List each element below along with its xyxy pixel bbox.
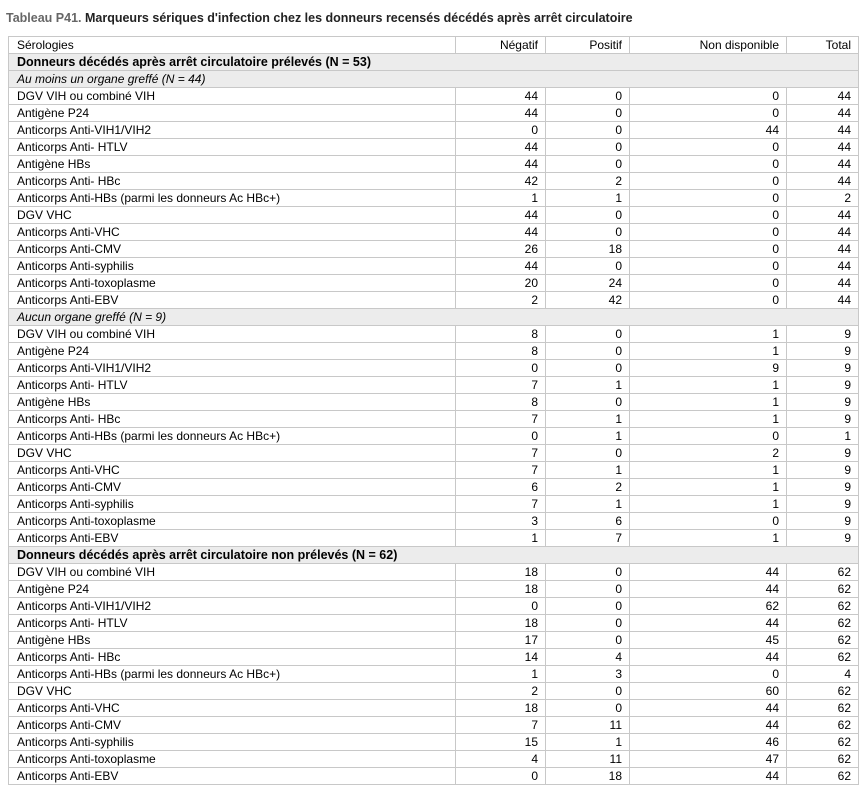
non-disponible-cell: 9 — [630, 360, 787, 377]
total-cell: 62 — [787, 700, 859, 717]
non-disponible-cell: 0 — [630, 207, 787, 224]
negatif-cell: 2 — [456, 292, 546, 309]
serology-label: DGV VHC — [9, 683, 456, 700]
positif-cell: 11 — [546, 717, 630, 734]
negatif-cell: 7 — [456, 496, 546, 513]
negatif-cell: 8 — [456, 394, 546, 411]
positif-cell: 0 — [546, 632, 630, 649]
non-disponible-cell: 45 — [630, 632, 787, 649]
table-row — [9, 751, 859, 768]
positif-cell: 0 — [546, 326, 630, 343]
serology-label: Antigène HBs — [9, 394, 456, 411]
header-row — [9, 37, 859, 54]
serology-label: Anticorps Anti- HTLV — [9, 615, 456, 632]
negatif-cell: 2 — [456, 683, 546, 700]
serology-label: Antigène HBs — [9, 632, 456, 649]
negatif-cell: 1 — [456, 666, 546, 683]
total-cell: 44 — [787, 139, 859, 156]
table-row — [9, 224, 859, 241]
negatif-cell: 44 — [456, 224, 546, 241]
serology-label: Anticorps Anti-EBV — [9, 292, 456, 309]
serology-label: Anticorps Anti-HBs (parmi les donneurs Ac HBc+) — [9, 428, 456, 445]
serology-label: DGV VIH ou combiné VIH — [9, 326, 456, 343]
total-cell: 62 — [787, 717, 859, 734]
total-cell: 44 — [787, 241, 859, 258]
table-row — [9, 258, 859, 275]
negatif-cell: 8 — [456, 326, 546, 343]
non-disponible-cell: 1 — [630, 394, 787, 411]
table-row — [9, 156, 859, 173]
negatif-cell: 15 — [456, 734, 546, 751]
serology-label: Antigène P24 — [9, 343, 456, 360]
serology-label: Anticorps Anti-VHC — [9, 224, 456, 241]
positif-cell: 0 — [546, 683, 630, 700]
total-cell: 44 — [787, 292, 859, 309]
serology-label: DGV VIH ou combiné VIH — [9, 564, 456, 581]
table-row — [9, 292, 859, 309]
negatif-cell: 1 — [456, 190, 546, 207]
negatif-cell: 7 — [456, 377, 546, 394]
total-cell: 62 — [787, 564, 859, 581]
serology-label: Anticorps Anti- HBc — [9, 173, 456, 190]
positif-cell: 1 — [546, 428, 630, 445]
negatif-cell: 4 — [456, 751, 546, 768]
table-row — [9, 717, 859, 734]
table-row — [9, 88, 859, 105]
serology-label: Anticorps Anti-VIH1/VIH2 — [9, 598, 456, 615]
negatif-cell: 0 — [456, 598, 546, 615]
table-row — [9, 615, 859, 632]
negatif-cell: 6 — [456, 479, 546, 496]
total-cell: 44 — [787, 224, 859, 241]
serology-label: Anticorps Anti-EBV — [9, 530, 456, 547]
section-header-row — [9, 547, 859, 564]
negatif-cell: 1 — [456, 530, 546, 547]
table-title: Marqueurs sériques d'infection chez les donneurs recensés décédés après arrêt circulatoire — [84, 11, 633, 25]
serology-label: Anticorps Anti- HBc — [9, 649, 456, 666]
serology-label: Anticorps Anti- HTLV — [9, 377, 456, 394]
negatif-cell: 44 — [456, 88, 546, 105]
positif-cell: 1 — [546, 462, 630, 479]
positif-cell: 0 — [546, 581, 630, 598]
non-disponible-cell: 47 — [630, 751, 787, 768]
table-row — [9, 360, 859, 377]
non-disponible-cell: 44 — [630, 581, 787, 598]
total-cell: 9 — [787, 479, 859, 496]
positif-cell: 0 — [546, 105, 630, 122]
positif-cell: 24 — [546, 275, 630, 292]
non-disponible-cell: 1 — [630, 496, 787, 513]
positif-cell: 0 — [546, 700, 630, 717]
negatif-cell: 44 — [456, 156, 546, 173]
positif-cell: 0 — [546, 258, 630, 275]
negatif-cell: 42 — [456, 173, 546, 190]
non-disponible-cell: 44 — [630, 700, 787, 717]
serology-label: Antigène P24 — [9, 105, 456, 122]
non-disponible-cell: 1 — [630, 411, 787, 428]
serology-label: Anticorps Anti- HBc — [9, 411, 456, 428]
non-disponible-cell: 0 — [630, 241, 787, 258]
negatif-cell: 18 — [456, 564, 546, 581]
total-cell: 44 — [787, 122, 859, 139]
positif-cell: 18 — [546, 768, 630, 785]
table-row — [9, 122, 859, 139]
positif-cell: 0 — [546, 360, 630, 377]
positif-cell: 0 — [546, 598, 630, 615]
column-header-positif: Positif — [546, 37, 630, 54]
total-cell: 62 — [787, 615, 859, 632]
serology-label: Anticorps Anti-CMV — [9, 717, 456, 734]
column-header-total: Total — [787, 37, 859, 54]
non-disponible-cell: 0 — [630, 156, 787, 173]
positif-cell: 1 — [546, 734, 630, 751]
total-cell: 9 — [787, 394, 859, 411]
negatif-cell: 44 — [456, 139, 546, 156]
positif-cell: 0 — [546, 445, 630, 462]
non-disponible-cell: 60 — [630, 683, 787, 700]
serology-label: Anticorps Anti- HTLV — [9, 139, 456, 156]
table-row — [9, 666, 859, 683]
negatif-cell: 26 — [456, 241, 546, 258]
table-row — [9, 683, 859, 700]
serology-label: Anticorps Anti-syphilis — [9, 496, 456, 513]
negatif-cell: 3 — [456, 513, 546, 530]
serology-label: Anticorps Anti-HBs (parmi les donneurs Ac HBc+) — [9, 190, 456, 207]
total-cell: 9 — [787, 360, 859, 377]
table-row — [9, 598, 859, 615]
non-disponible-cell: 0 — [630, 258, 787, 275]
serology-table — [8, 36, 859, 785]
negatif-cell: 44 — [456, 258, 546, 275]
non-disponible-cell: 1 — [630, 377, 787, 394]
positif-cell: 0 — [546, 207, 630, 224]
positif-cell: 42 — [546, 292, 630, 309]
section-label: Donneurs décédés après arrêt circulatoire non prélevés (N = 62) — [9, 547, 859, 564]
table-row — [9, 275, 859, 292]
total-cell: 9 — [787, 343, 859, 360]
serology-label: Anticorps Anti-syphilis — [9, 734, 456, 751]
serology-label: Anticorps Anti-toxoplasme — [9, 275, 456, 292]
non-disponible-cell: 44 — [630, 122, 787, 139]
column-header-non-disponible: Non disponible — [630, 37, 787, 54]
table-row — [9, 632, 859, 649]
total-cell: 9 — [787, 411, 859, 428]
table-number: Tableau P41. — [6, 11, 82, 25]
non-disponible-cell: 1 — [630, 326, 787, 343]
total-cell: 62 — [787, 649, 859, 666]
column-header-negatif: Négatif — [456, 37, 546, 54]
subsection-label: Au moins un organe greffé (N = 44) — [9, 71, 859, 88]
non-disponible-cell: 0 — [630, 224, 787, 241]
table-row — [9, 530, 859, 547]
serology-label: DGV VHC — [9, 445, 456, 462]
total-cell: 9 — [787, 530, 859, 547]
positif-cell: 2 — [546, 173, 630, 190]
negatif-cell: 0 — [456, 768, 546, 785]
serology-label: Anticorps Anti-VHC — [9, 700, 456, 717]
serology-label: DGV VIH ou combiné VIH — [9, 88, 456, 105]
table-row — [9, 768, 859, 785]
total-cell: 62 — [787, 683, 859, 700]
positif-cell: 1 — [546, 377, 630, 394]
positif-cell: 0 — [546, 615, 630, 632]
section-header-row — [9, 54, 859, 71]
column-header-serologies: Sérologies — [9, 37, 456, 54]
positif-cell: 0 — [546, 156, 630, 173]
table-row — [9, 462, 859, 479]
non-disponible-cell: 44 — [630, 717, 787, 734]
table-row — [9, 343, 859, 360]
total-cell: 1 — [787, 428, 859, 445]
positif-cell: 0 — [546, 343, 630, 360]
negatif-cell: 0 — [456, 428, 546, 445]
table-row — [9, 207, 859, 224]
negatif-cell: 14 — [456, 649, 546, 666]
negatif-cell: 7 — [456, 445, 546, 462]
total-cell: 62 — [787, 734, 859, 751]
non-disponible-cell: 0 — [630, 428, 787, 445]
serology-label: Anticorps Anti-VIH1/VIH2 — [9, 122, 456, 139]
table-row — [9, 564, 859, 581]
table-row — [9, 581, 859, 598]
positif-cell: 7 — [546, 530, 630, 547]
total-cell: 44 — [787, 275, 859, 292]
negatif-cell: 7 — [456, 717, 546, 734]
non-disponible-cell: 0 — [630, 190, 787, 207]
non-disponible-cell: 0 — [630, 139, 787, 156]
negatif-cell: 44 — [456, 105, 546, 122]
positif-cell: 11 — [546, 751, 630, 768]
total-cell: 44 — [787, 173, 859, 190]
total-cell: 62 — [787, 598, 859, 615]
negatif-cell: 18 — [456, 581, 546, 598]
total-cell: 44 — [787, 258, 859, 275]
subsection-label: Aucun organe greffé (N = 9) — [9, 309, 859, 326]
serology-label: Anticorps Anti-CMV — [9, 479, 456, 496]
table-row — [9, 700, 859, 717]
table-row — [9, 649, 859, 666]
table-row — [9, 394, 859, 411]
non-disponible-cell: 2 — [630, 445, 787, 462]
non-disponible-cell: 46 — [630, 734, 787, 751]
total-cell: 9 — [787, 496, 859, 513]
positif-cell: 0 — [546, 394, 630, 411]
serology-label: Anticorps Anti-CMV — [9, 241, 456, 258]
total-cell: 44 — [787, 207, 859, 224]
non-disponible-cell: 0 — [630, 513, 787, 530]
total-cell: 2 — [787, 190, 859, 207]
serology-label: Anticorps Anti-toxoplasme — [9, 751, 456, 768]
total-cell: 62 — [787, 768, 859, 785]
total-cell: 44 — [787, 156, 859, 173]
serology-label: DGV VHC — [9, 207, 456, 224]
negatif-cell: 17 — [456, 632, 546, 649]
positif-cell: 4 — [546, 649, 630, 666]
non-disponible-cell: 62 — [630, 598, 787, 615]
table-row — [9, 734, 859, 751]
subsection-header-row — [9, 71, 859, 88]
non-disponible-cell: 44 — [630, 768, 787, 785]
total-cell: 44 — [787, 105, 859, 122]
negatif-cell: 18 — [456, 615, 546, 632]
non-disponible-cell: 0 — [630, 666, 787, 683]
negatif-cell: 44 — [456, 207, 546, 224]
negatif-cell: 18 — [456, 700, 546, 717]
serology-label: Anticorps Anti-HBs (parmi les donneurs Ac HBc+) — [9, 666, 456, 683]
table-row — [9, 173, 859, 190]
table-row — [9, 377, 859, 394]
total-cell: 44 — [787, 88, 859, 105]
table-row — [9, 513, 859, 530]
positif-cell: 2 — [546, 479, 630, 496]
positif-cell: 1 — [546, 411, 630, 428]
positif-cell: 1 — [546, 496, 630, 513]
non-disponible-cell: 44 — [630, 564, 787, 581]
serology-label: Anticorps Anti-VHC — [9, 462, 456, 479]
non-disponible-cell: 0 — [630, 292, 787, 309]
positif-cell: 0 — [546, 564, 630, 581]
total-cell: 9 — [787, 513, 859, 530]
non-disponible-cell: 1 — [630, 479, 787, 496]
negatif-cell: 7 — [456, 462, 546, 479]
serology-label: Antigène P24 — [9, 581, 456, 598]
negatif-cell: 20 — [456, 275, 546, 292]
positif-cell: 6 — [546, 513, 630, 530]
positif-cell: 0 — [546, 139, 630, 156]
non-disponible-cell: 0 — [630, 275, 787, 292]
total-cell: 62 — [787, 632, 859, 649]
table-row — [9, 139, 859, 156]
table-row — [9, 445, 859, 462]
table-row — [9, 241, 859, 258]
positif-cell: 0 — [546, 224, 630, 241]
negatif-cell: 0 — [456, 360, 546, 377]
serology-label: Antigène HBs — [9, 156, 456, 173]
non-disponible-cell: 44 — [630, 649, 787, 666]
serology-label: Anticorps Anti-syphilis — [9, 258, 456, 275]
total-cell: 9 — [787, 445, 859, 462]
non-disponible-cell: 1 — [630, 462, 787, 479]
table-body — [9, 54, 859, 785]
positif-cell: 1 — [546, 190, 630, 207]
table-row — [9, 428, 859, 445]
total-cell: 9 — [787, 377, 859, 394]
table-row — [9, 411, 859, 428]
table-row — [9, 496, 859, 513]
table-row — [9, 326, 859, 343]
non-disponible-cell: 0 — [630, 173, 787, 190]
table-row — [9, 479, 859, 496]
negatif-cell: 0 — [456, 122, 546, 139]
non-disponible-cell: 0 — [630, 105, 787, 122]
non-disponible-cell: 0 — [630, 88, 787, 105]
total-cell: 62 — [787, 751, 859, 768]
table-caption — [6, 10, 633, 26]
table-row — [9, 105, 859, 122]
subsection-header-row — [9, 309, 859, 326]
total-cell: 4 — [787, 666, 859, 683]
non-disponible-cell: 1 — [630, 530, 787, 547]
total-cell: 9 — [787, 326, 859, 343]
serology-label: Anticorps Anti-toxoplasme — [9, 513, 456, 530]
positif-cell: 0 — [546, 122, 630, 139]
serology-label: Anticorps Anti-VIH1/VIH2 — [9, 360, 456, 377]
total-cell: 9 — [787, 462, 859, 479]
positif-cell: 0 — [546, 88, 630, 105]
serology-label: Anticorps Anti-EBV — [9, 768, 456, 785]
negatif-cell: 8 — [456, 343, 546, 360]
non-disponible-cell: 1 — [630, 343, 787, 360]
total-cell: 62 — [787, 581, 859, 598]
non-disponible-cell: 44 — [630, 615, 787, 632]
section-label: Donneurs décédés après arrêt circulatoire prélevés (N = 53) — [9, 54, 859, 71]
positif-cell: 3 — [546, 666, 630, 683]
negatif-cell: 7 — [456, 411, 546, 428]
positif-cell: 18 — [546, 241, 630, 258]
table-row — [9, 190, 859, 207]
